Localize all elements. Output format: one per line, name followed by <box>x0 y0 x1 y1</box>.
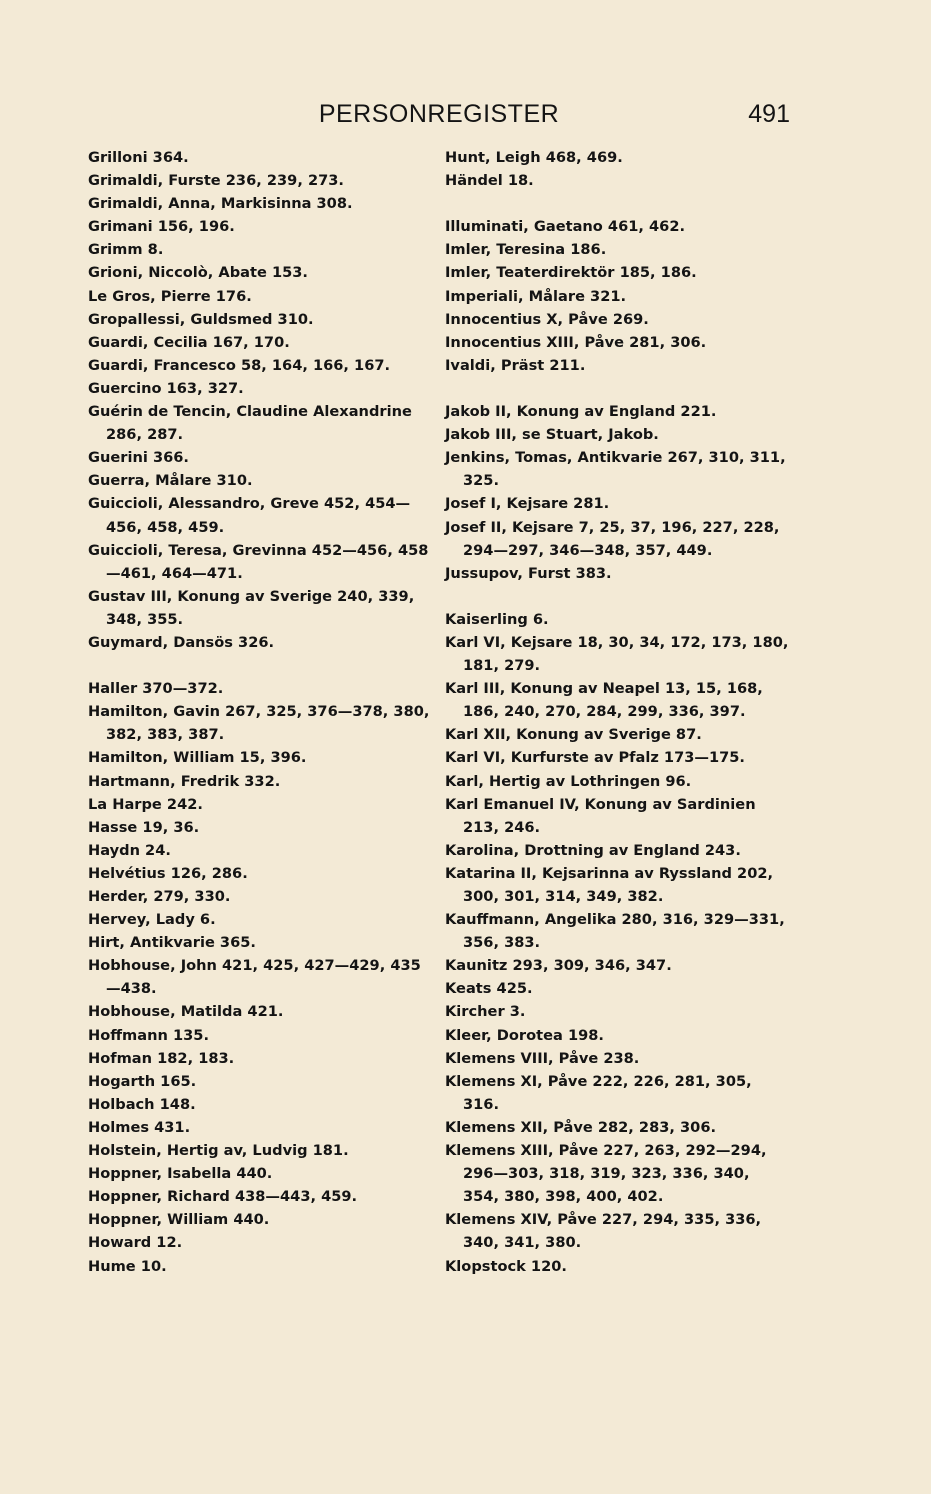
index-entry: Haller 370—372. <box>88 680 224 698</box>
index-entry: Helvétius 126, 286. <box>88 864 248 882</box>
index-entry: Hume 10. <box>88 1257 167 1275</box>
index-entry: Guiccioli, Alessandro, Greve 452, 454—456, 458, 459. <box>88 495 411 536</box>
index-entry: Grimaldi, Anna, Markisinna 308. <box>88 195 353 213</box>
page-title: PERSONREGISTER <box>318 100 560 128</box>
index-entry: Kircher 3. <box>445 1003 526 1021</box>
index-entry: Imler, Teaterdirektör 185, 186. <box>445 264 697 282</box>
index-entry: Karolina, Drottning av England 243. <box>445 841 741 859</box>
index-entry: Kaiserling 6. <box>445 610 549 628</box>
index-entry: Josef I, Kejsare 281. <box>445 495 610 513</box>
index-entry: Klemens XIII, Påve 227, 263, 292—294, 296—303, 318, 319, 323, 336, 340, 354, 380, 398, 400, 402. <box>445 1142 767 1206</box>
index-entry: Illuminati, Gaetano 461, 462. <box>445 218 686 236</box>
index-entry: Kauffmann, Angelika 280, 316, 329—331, 356, 383. <box>445 911 785 952</box>
index-entry: Klopstock 120. <box>445 1257 567 1275</box>
index-entry: Hoppner, Isabella 440. <box>88 1165 273 1183</box>
index-entry: Katarina II, Kejsarinna av Ryssland 202, 300, 301, 314, 349, 382. <box>445 864 774 905</box>
index-entry: Klemens XII, Påve 282, 283, 306. <box>445 1118 717 1136</box>
index-entry: Innocentius X, Påve 269. <box>445 310 649 328</box>
index-entry: Imperiali, Målare 321. <box>445 287 627 305</box>
index-entry: Guardi, Cecilia 167, 170. <box>88 333 290 351</box>
index-entry: Hoppner, Richard 438—443, 459. <box>88 1188 358 1206</box>
index-entry: Hasse 19, 36. <box>88 818 200 836</box>
index-entry: Gustav III, Konung av Sverige 240, 339, 348, 355. <box>88 587 415 628</box>
page-number: 491 <box>748 100 790 128</box>
index-entry: Hobhouse, John 421, 425, 427—429, 435—438. <box>88 957 421 998</box>
index-entry: Guercino 163, 327. <box>88 379 244 397</box>
index-entry: Guardi, Francesco 58, 164, 166, 167. <box>88 356 391 374</box>
index-entry: Howard 12. <box>88 1234 183 1252</box>
index-entry: Le Gros, Pierre 176. <box>88 287 252 305</box>
index-entry: Innocentius XIII, Påve 281, 306. <box>445 333 707 351</box>
index-entry: Hartmann, Fredrik 332. <box>88 772 281 790</box>
index-entry: Hamilton, William 15, 396. <box>88 749 307 767</box>
index-entry: Karl VI, Kejsare 18, 30, 34, 172, 173, 180, 181, 279. <box>445 633 789 675</box>
index-entry: Hofman 182, 183. <box>88 1049 235 1067</box>
index-entry: Kleer, Dorotea 198. <box>445 1026 604 1044</box>
index-entry: Guerini 366. <box>88 449 189 467</box>
index-entry: Hoffmann 135. <box>88 1026 209 1044</box>
index-entry: Guérin de Tencin, Claudine Alexandrine 286, 287. <box>88 403 412 444</box>
index-entry: Grimm 8. <box>88 241 164 259</box>
index-entry: Haydn 24. <box>88 841 171 859</box>
index-entry: Klemens XIV, Påve 227, 294, 335, 336, 340, 341, 380. <box>445 1211 762 1252</box>
section-gap <box>445 377 790 400</box>
index-entry: Grimaldi, Furste 236, 239, 273. <box>88 172 344 190</box>
index-entry: Karl Emanuel IV, Konung av Sardinien 213, 246. <box>445 795 756 836</box>
index-entry: Karl XII, Konung av Sverige 87. <box>445 726 702 744</box>
index-entry: Ivaldi, Präst 211. <box>445 356 586 374</box>
section-gap <box>445 192 790 215</box>
index-entry: Guiccioli, Teresa, Grevinna 452—456, 458—461, 464—471. <box>88 541 429 582</box>
index-entry: Josef II, Kejsare 7, 25, 37, 196, 227, 228, 294—297, 346—348, 357, 449. <box>445 518 780 559</box>
index-entry: Karl VI, Kurfurste av Pfalz 173—175. <box>445 749 745 767</box>
index-entry: Grilloni 364. <box>88 149 189 166</box>
index-column-right <box>445 146 790 1278</box>
index-entry: Kaunitz 293, 309, 346, 347. <box>445 957 672 975</box>
section-gap <box>88 654 433 677</box>
index-entry: Grimani 156, 196. <box>88 218 235 236</box>
index-entry: Jenkins, Tomas, Antikvarie 267, 310, 311, 325. <box>445 449 786 490</box>
index-entry: Hamilton, Gavin 267, 325, 376—378, 380, 382, 383, 387. <box>88 703 430 744</box>
index-entry: Hervey, Lady 6. <box>88 911 216 929</box>
index-entry: Hogarth 165. <box>88 1072 197 1090</box>
index-entry: Holbach 148. <box>88 1095 196 1113</box>
index-entry: Holstein, Hertig av, Ludvig 181. <box>88 1142 349 1160</box>
index-entry: Herder, 279, 330. <box>88 888 231 905</box>
page-header <box>88 100 790 134</box>
index-entry: Holmes 431. <box>88 1118 191 1136</box>
index-entry: Jakob II, Konung av England 221. <box>445 403 717 421</box>
index-entry: Hoppner, William 440. <box>88 1211 270 1229</box>
index-entry: Hunt, Leigh 468, 469. <box>445 149 623 166</box>
index-entry: Grioni, Niccolò, Abate 153. <box>88 264 308 282</box>
index-entry: Jakob III, se Stuart, Jakob. <box>445 426 659 444</box>
index-column-left <box>88 146 433 1278</box>
index-entry: Imler, Teresina 186. <box>445 241 607 259</box>
index-entry: Keats 425. <box>445 980 533 998</box>
index-entry: Guymard, Dansös 326. <box>88 633 275 651</box>
index-entry: Karl III, Konung av Neapel 13, 15, 168, 186, 240, 270, 284, 299, 336, 397. <box>445 680 763 721</box>
section-gap <box>445 585 790 608</box>
index-entry: Klemens XI, Påve 222, 226, 281, 305, 316. <box>445 1072 752 1113</box>
index-entry: Hobhouse, Matilda 421. <box>88 1003 284 1021</box>
index-entry: Hirt, Antikvarie 365. <box>88 934 256 952</box>
index-entry: Gropallessi, Guldsmed 310. <box>88 310 314 328</box>
index-entry: Klemens VIII, Påve 238. <box>445 1049 640 1067</box>
index-entry: La Harpe 242. <box>88 795 203 813</box>
index-entry: Händel 18. <box>445 172 534 190</box>
index-entry: Jussupov, Furst 383. <box>445 564 612 582</box>
index-entry: Guerra, Målare 310. <box>88 472 253 490</box>
index-entry: Karl, Hertig av Lothringen 96. <box>445 772 692 790</box>
